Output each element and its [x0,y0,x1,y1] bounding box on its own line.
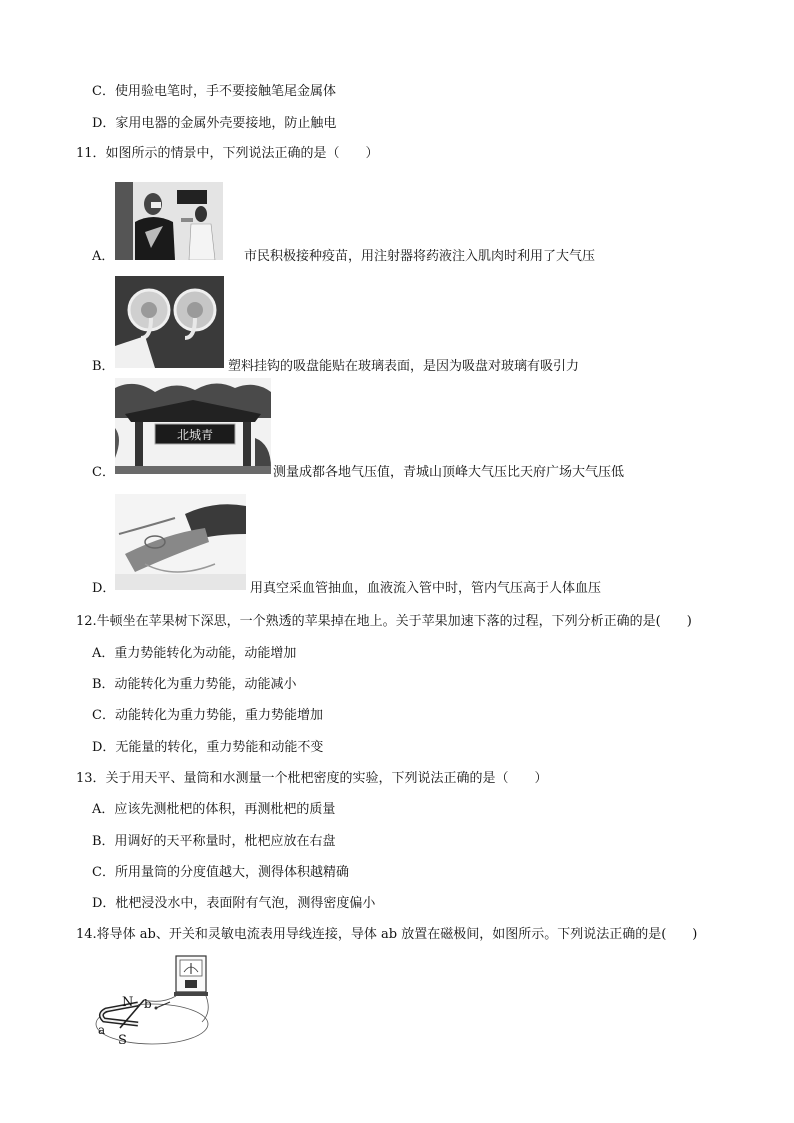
q12-option-c: C．动能转化为重力势能，重力势能增加 [92,708,323,723]
conductor-end-b-label: b [144,997,152,1011]
vaccination-photo [115,182,223,260]
q11-stem: 11．如图所示的情景中，下列说法正确的是（ ） [76,146,379,161]
qingcheng-gate-photo [115,378,271,474]
q13-stem: 13．关于用天平、量筒和水测量一个枇杷密度的实验，下列说法正确的是（ ） [76,771,548,786]
q11-option-d-text: 用真空采血管抽血，血液流入管中时，管内气压高于人体血压 [250,581,602,596]
q14-stem: 14.将导体 ab、开关和灵敏电流表用导线连接，导体 ab 放置在磁极间，如图所示。下列说法正确的是( ) [76,927,698,942]
q10-option-d: D．家用电器的金属外壳要接地，防止触电 [92,116,337,131]
suction-hook-photo [115,276,224,368]
q13-option-b: B．用调好的天平称量时，枇杷应放在右盘 [92,834,336,849]
q12-option-a: A．重力势能转化为动能，动能增加 [92,646,297,661]
q13-option-a: A．应该先测枇杷的体积，再测枇杷的质量 [92,802,336,817]
gate-signboard: 北城青 [176,428,214,442]
q12-stem: 12.牛顿坐在苹果树下深思，一个熟透的苹果掉在地上。关于苹果加速下落的过程，下列分析正确的是( ) [76,614,692,629]
q13-option-c: C．所用量筒的分度值越大，测得体积越精确 [92,865,349,880]
blood-draw-photo [115,494,246,590]
q11-option-b-label: B． [92,359,115,374]
q10-option-c: C．使用验电笔时，手不要接触笔尾金属体 [92,84,336,99]
q11-option-a-text: 市民积极接种疫苗，用注射器将药液注入肌肉时利用了大气压 [244,249,596,264]
q12-option-d: D．无能量的转化，重力势能和动能不变 [92,740,324,755]
south-pole-label: S [118,1033,127,1048]
electromagnetic-induction-figure [92,952,222,1048]
q13-option-d: D．枇杷浸没水中，表面附有气泡，测得密度偏小 [92,896,376,911]
north-pole-label: N [122,995,134,1010]
conductor-end-a-label: a [98,1023,106,1037]
q12-option-b: B．动能转化为重力势能，动能减小 [92,677,297,692]
q11-option-a-label: A． [92,249,115,264]
q11-option-c-label: C． [92,465,115,480]
q11-option-d-label: D． [92,581,116,596]
q11-option-b-text: 塑料挂钩的吸盘能贴在玻璃表面，是因为吸盘对玻璃有吸引力 [228,359,580,374]
q11-option-c-text: 测量成都各地气压值，青城山顶峰大气压比天府广场大气压低 [273,465,625,480]
